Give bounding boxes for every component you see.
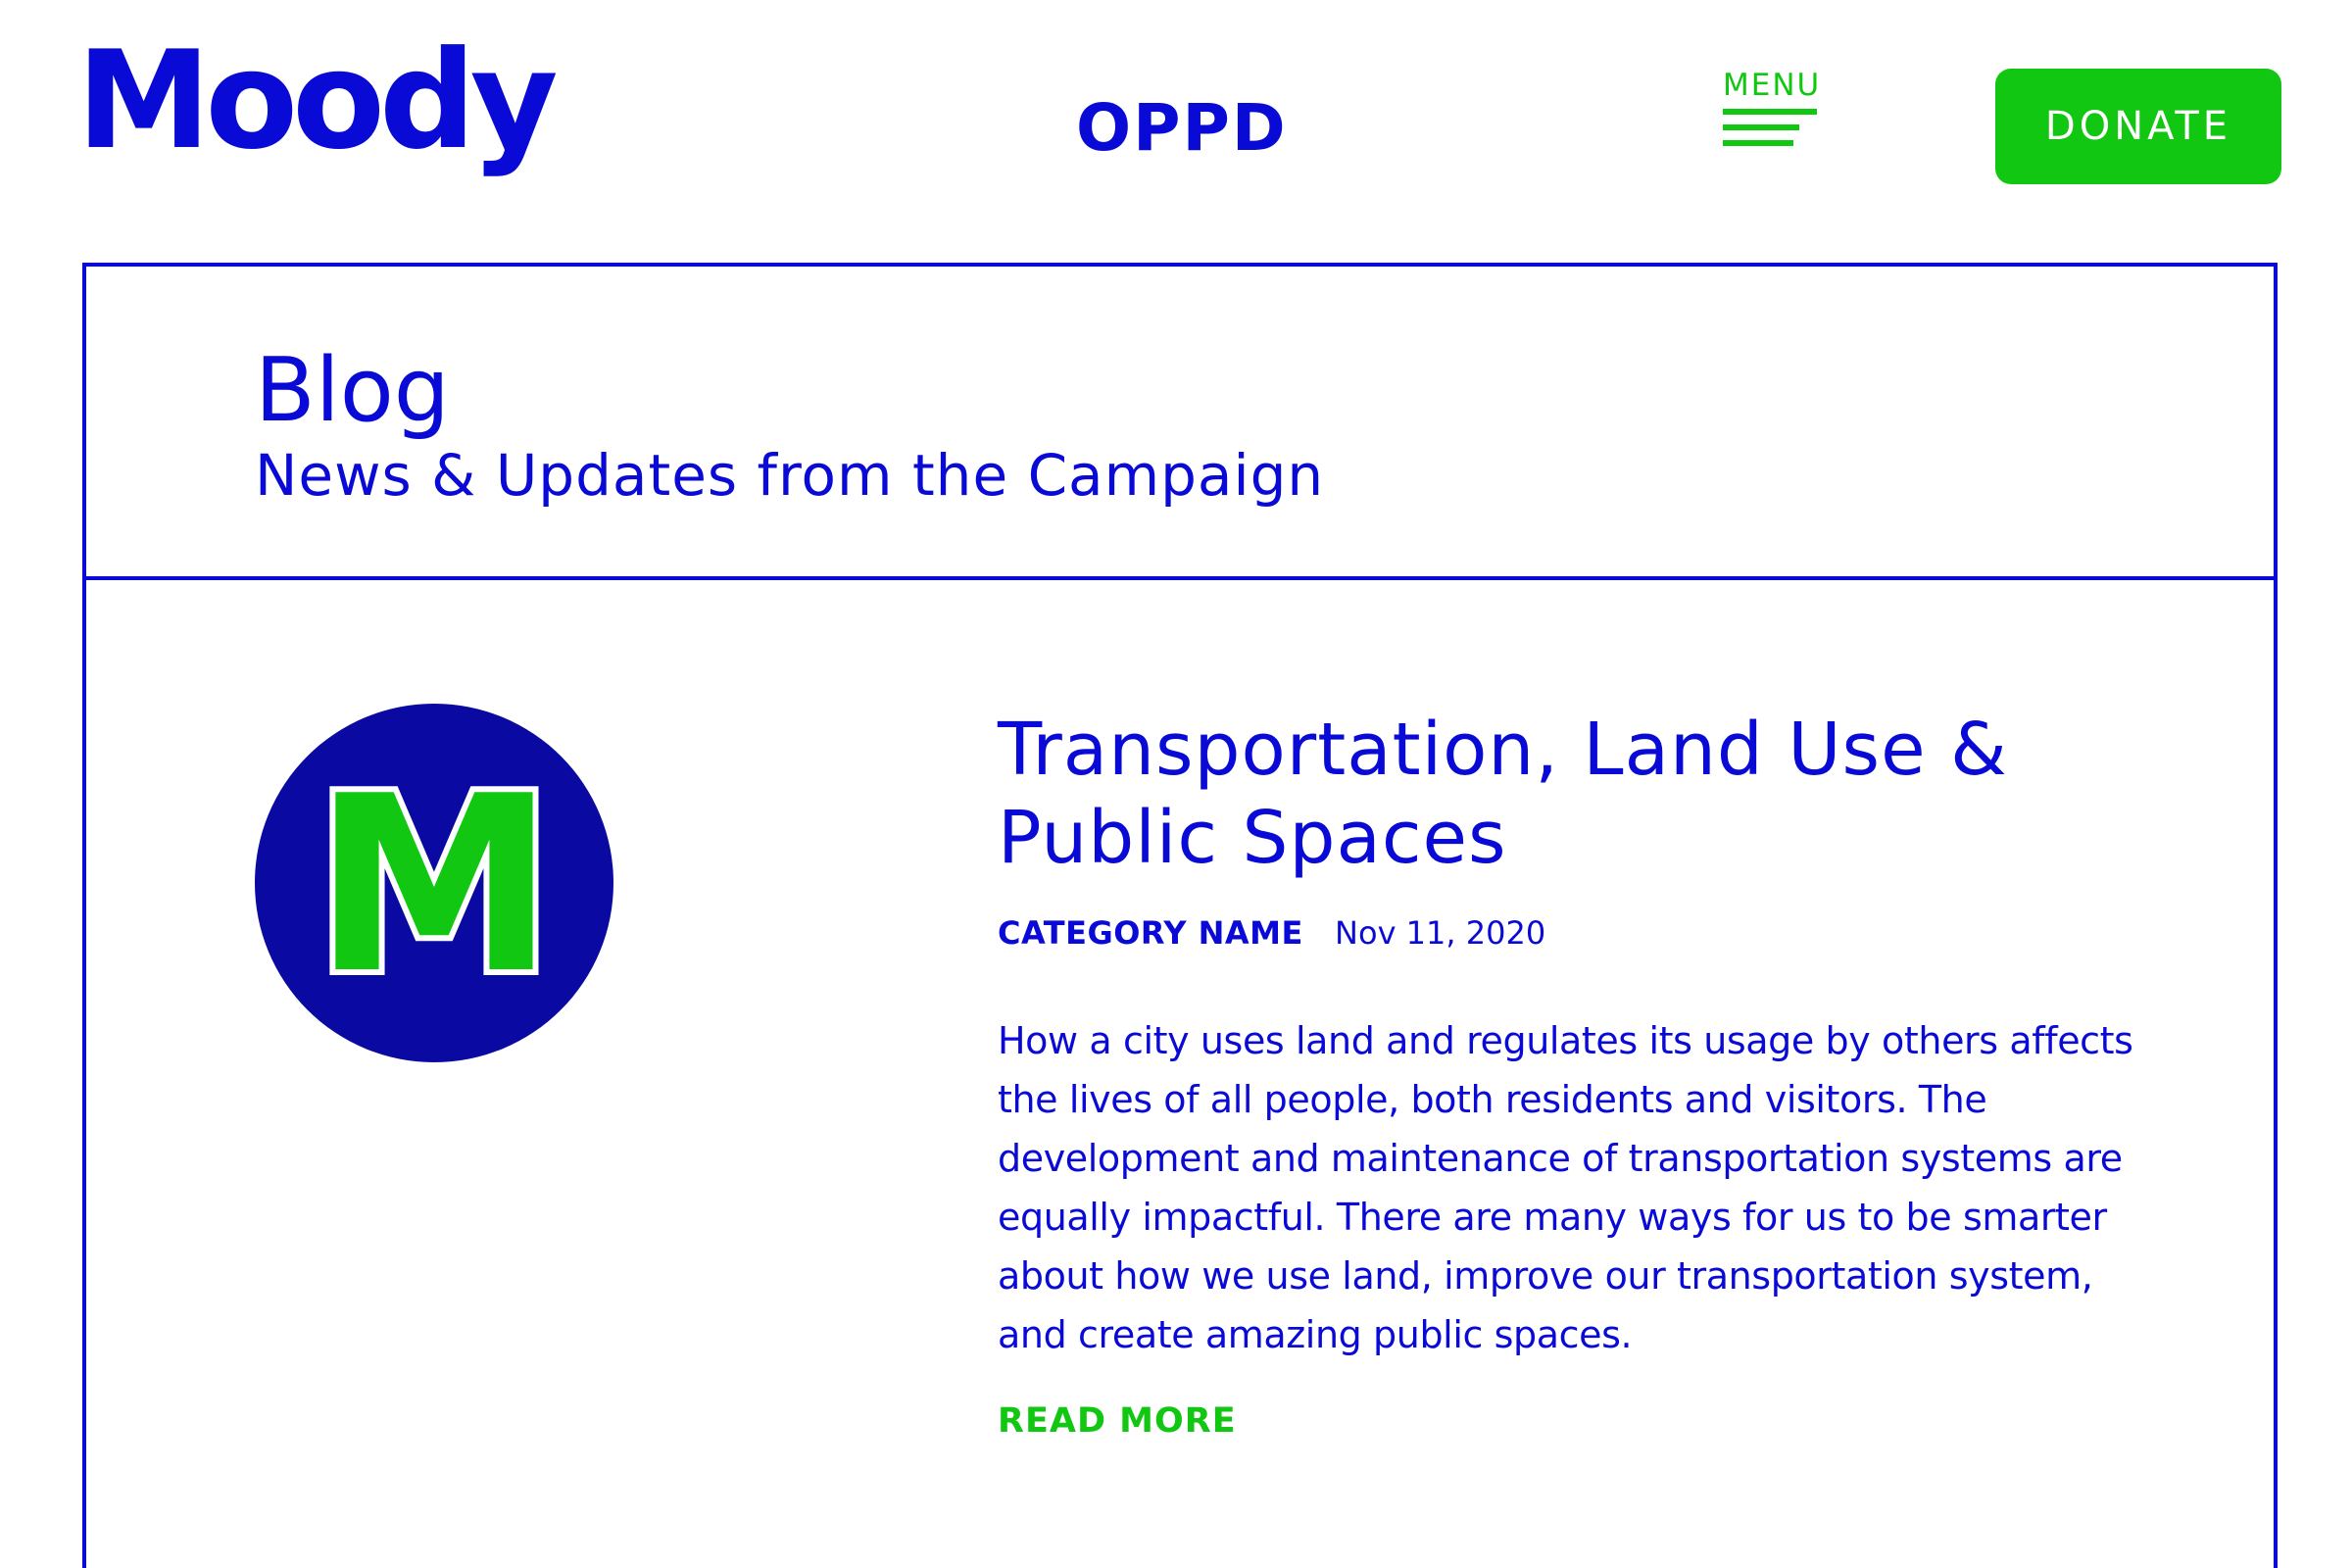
post-date: Nov 11, 2020: [1335, 914, 1546, 952]
page-title: Blog: [255, 339, 450, 442]
blog-post: [86, 580, 2274, 1568]
site-logo[interactable]: Moody: [76, 22, 553, 179]
blog-header: [86, 267, 2274, 580]
post-title[interactable]: Transportation, Land Use & Public Spaces: [998, 708, 2008, 880]
page-subtitle: News & Updates from the Campaign: [255, 442, 1325, 509]
post-category[interactable]: CATEGORY NAME: [998, 914, 1303, 952]
blog-card: [82, 263, 2278, 1568]
menu-label: MENU: [1723, 68, 1822, 103]
post-thumbnail[interactable]: [255, 704, 613, 1062]
read-more-link[interactable]: READ MORE: [998, 1401, 1237, 1441]
center-title[interactable]: OPPD: [1076, 90, 1288, 166]
thumbnail-letter: M: [313, 745, 556, 1027]
donate-button[interactable]: DONATE: [1995, 69, 2281, 184]
hamburger-menu-icon: [1723, 109, 1821, 146]
menu-button[interactable]: [1723, 68, 1822, 159]
post-excerpt: How a city uses land and regulates its usage by others affects the lives of all people, both residents and visitors. The development and maintenance of transportation systems are equally impactful. There are many ways for us to be smarter about how we use land, improve our transportation system, and create amazing public spaces.: [998, 1019, 2133, 1356]
post-meta: [998, 914, 1546, 952]
m-logo-circle-icon: [255, 704, 613, 1062]
